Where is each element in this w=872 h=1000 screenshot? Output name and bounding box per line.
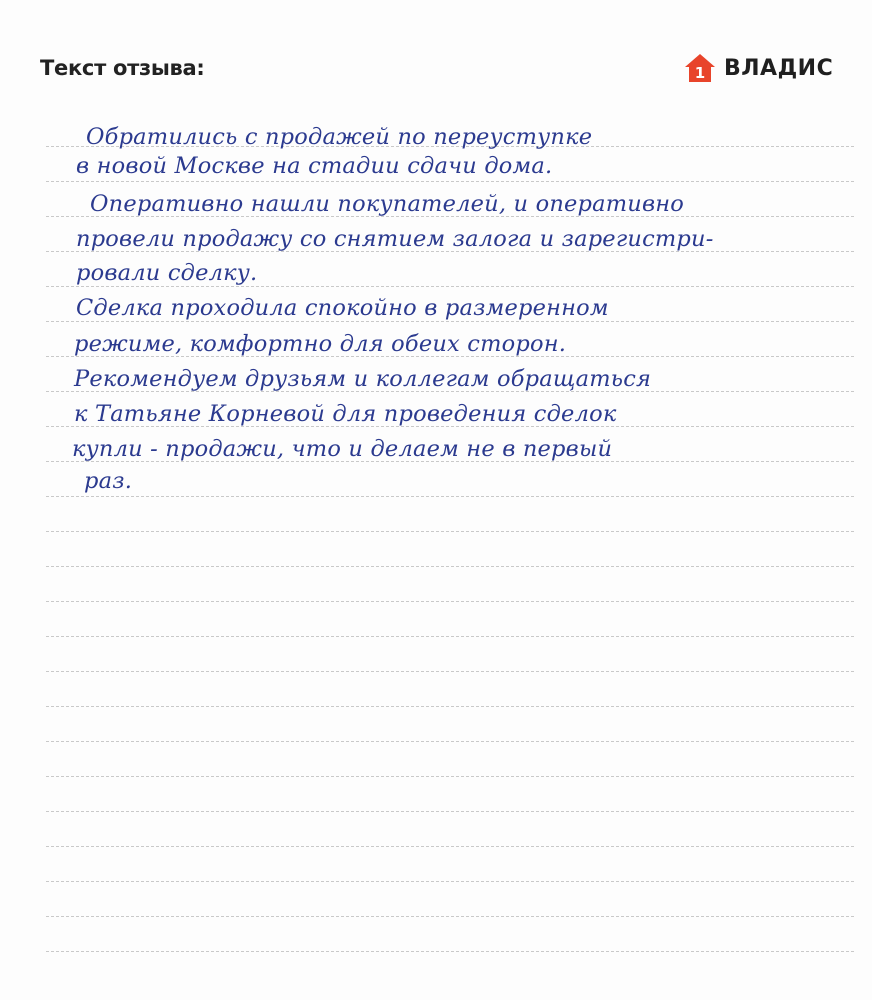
review-line: режиме, комфортно для обеих сторон. [74, 331, 567, 357]
review-line: раз. [84, 468, 133, 494]
ruled-line [46, 636, 854, 637]
ruled-line [46, 776, 854, 777]
brand-name: ВЛАДИС [724, 55, 834, 81]
ruled-line [46, 916, 854, 917]
ruled-line [46, 531, 854, 532]
review-line: Обратились с продажей по переуступке [86, 124, 593, 150]
ruled-line [46, 496, 854, 497]
house-icon [684, 52, 716, 84]
review-line: купли - продажи, что и делаем не в первый [72, 436, 613, 462]
review-line: Рекомендуем друзьям и коллегам обращаться [74, 366, 652, 392]
ruled-line [46, 321, 854, 322]
ruled-line [46, 671, 854, 672]
ruled-line [46, 881, 854, 882]
review-line: Сделка проходила спокойно в размеренном [76, 295, 609, 321]
review-line: в новой Москве на стадии сдачи дома. [76, 153, 553, 179]
ruled-line [46, 811, 854, 812]
brand-logo [684, 50, 833, 86]
house-icon-digit: 1 [694, 64, 706, 82]
review-line: Оперативно нашли покупателей, и оперативно [90, 191, 685, 217]
ruled-line [46, 286, 854, 287]
ruled-line [46, 601, 854, 602]
form-title: Текст отзыва: [40, 56, 205, 80]
review-line: ровали сделку. [76, 260, 258, 286]
ruled-line [46, 951, 854, 952]
ruled-line [46, 846, 854, 847]
review-line: к Татьяне Корневой для проведения сделок [74, 401, 617, 427]
ruled-line [46, 706, 854, 707]
ruled-line [46, 181, 854, 182]
ruled-line [46, 741, 854, 742]
review-line: провели продажу со снятием залога и зарегистри- [76, 226, 714, 252]
ruled-line [46, 566, 854, 567]
